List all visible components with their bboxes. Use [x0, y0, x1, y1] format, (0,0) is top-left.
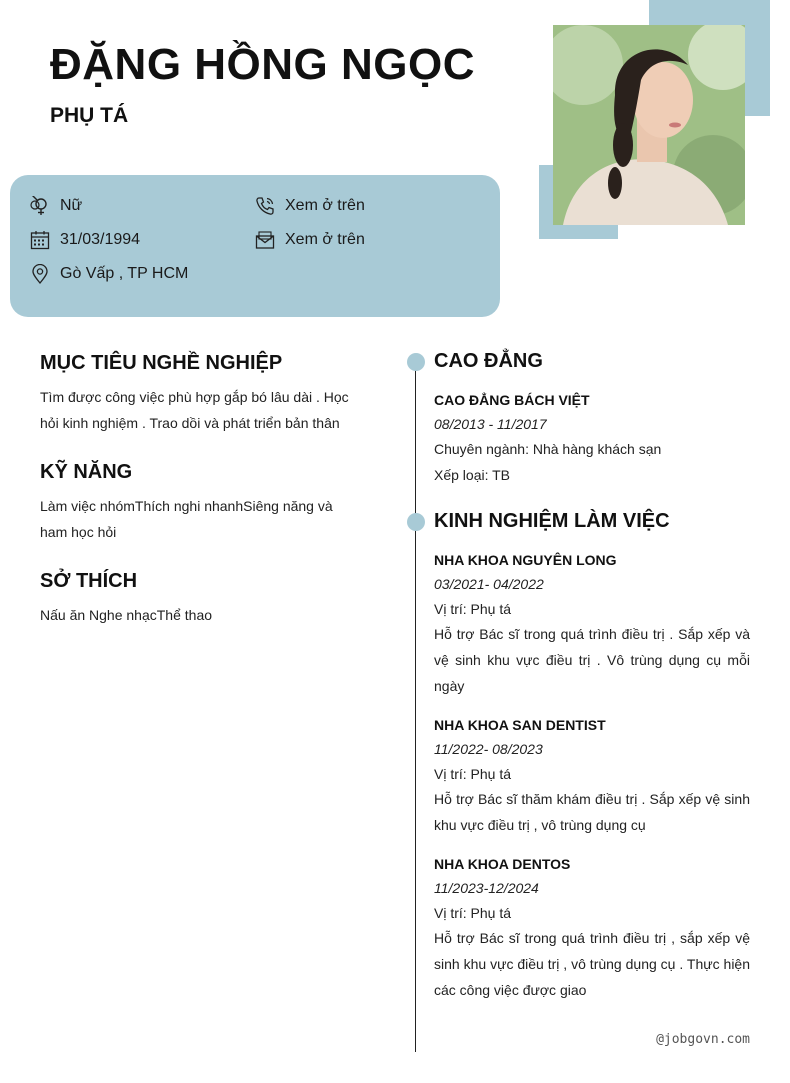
- location-pin-icon: [30, 264, 50, 284]
- phone-value: Xem ở trên: [285, 197, 365, 214]
- skills-text: Làm việc nhómThích nghi nhanhSiêng năng và ham học hỏi: [40, 498, 333, 540]
- candidate-position: PHỤ TÁ: [50, 104, 129, 127]
- timeline-line: [415, 362, 416, 1052]
- objective-heading: MỤC TIÊU NGHỀ NGHIỆP: [40, 352, 283, 374]
- job-period: 11/2023-12/2024: [434, 880, 539, 896]
- job-role: Vị trí: Phụ tá: [434, 766, 512, 782]
- gender-icon: [30, 196, 50, 216]
- address-value: Gò Vấp , TP HCM: [60, 265, 189, 282]
- profile-photo: [553, 25, 745, 225]
- education-school: CAO ĐẲNG BÁCH VIỆT: [434, 392, 590, 408]
- hobbies-text: Nấu ăn Nghe nhạcThể thao: [40, 607, 213, 623]
- profile-photo-illustration: [553, 25, 745, 225]
- candidate-name: ĐẶNG HỒNG NGỌC: [50, 40, 475, 89]
- job-company: NHA KHOA NGUYÊN LONG: [434, 552, 617, 568]
- timeline-dot-experience: [407, 513, 425, 531]
- envelope-icon: [255, 230, 275, 250]
- contact-gender: [30, 196, 82, 216]
- watermark: @jobgovn.com: [656, 1032, 750, 1047]
- contact-phone: [255, 196, 365, 216]
- email-value: Xem ở trên: [285, 231, 365, 248]
- job-period: 11/2022- 08/2023: [434, 741, 543, 757]
- job-description: Hỗ trợ Bác sĩ trong quá trình điều trị . Sắp xếp và vệ sinh khu vực điều trị . Vô trùng dụng cụ mỗi ngày: [434, 626, 750, 694]
- contact-email: [255, 230, 365, 250]
- job-description: Hỗ trợ Bác sĩ trong quá trình điều trị , sắp xếp vệ sinh khu vực điều trị , vô trùng dụng cụ . Thực hiện các công việc được giao: [434, 930, 750, 998]
- hobbies-heading: SỞ THÍCH: [40, 570, 138, 592]
- skills-heading: KỸ NĂNG: [40, 461, 133, 483]
- contact-dob: [30, 230, 140, 250]
- dob-value: 31/03/1994: [60, 231, 141, 248]
- experience-heading: KINH NGHIỆM LÀM VIỆC: [434, 510, 670, 532]
- job-period: 03/2021- 04/2022: [434, 576, 544, 592]
- objective-text: Tìm được công việc phù hợp gắp bó lâu dài . Học hỏi kinh nghiệm . Trao dồi và phát triển bản thân: [40, 389, 349, 431]
- job-description: Hỗ trợ Bác sĩ thăm khám điều trị . Sắp xếp vệ sinh khu vực điều trị , vô trùng dụng cụ: [434, 791, 750, 833]
- job-role: Vị trí: Phụ tá: [434, 601, 512, 617]
- education-major: Chuyên ngành: Nhà hàng khách sạn: [434, 441, 662, 457]
- gender-value: Nữ: [60, 197, 83, 214]
- calendar-icon: [30, 230, 50, 250]
- education-period: 08/2013 - 11/2017: [434, 416, 547, 432]
- contact-panel: [10, 175, 500, 317]
- timeline-dot-education: [407, 353, 425, 371]
- job-company: NHA KHOA DENTOS: [434, 856, 571, 872]
- education-grade: Xếp loại: TB: [434, 467, 511, 483]
- job-company: NHA KHOA SAN DENTIST: [434, 717, 606, 733]
- education-heading: CAO ĐẲNG: [434, 350, 543, 372]
- phone-icon: [255, 196, 275, 216]
- job-role: Vị trí: Phụ tá: [434, 905, 512, 921]
- contact-address: [30, 264, 188, 284]
